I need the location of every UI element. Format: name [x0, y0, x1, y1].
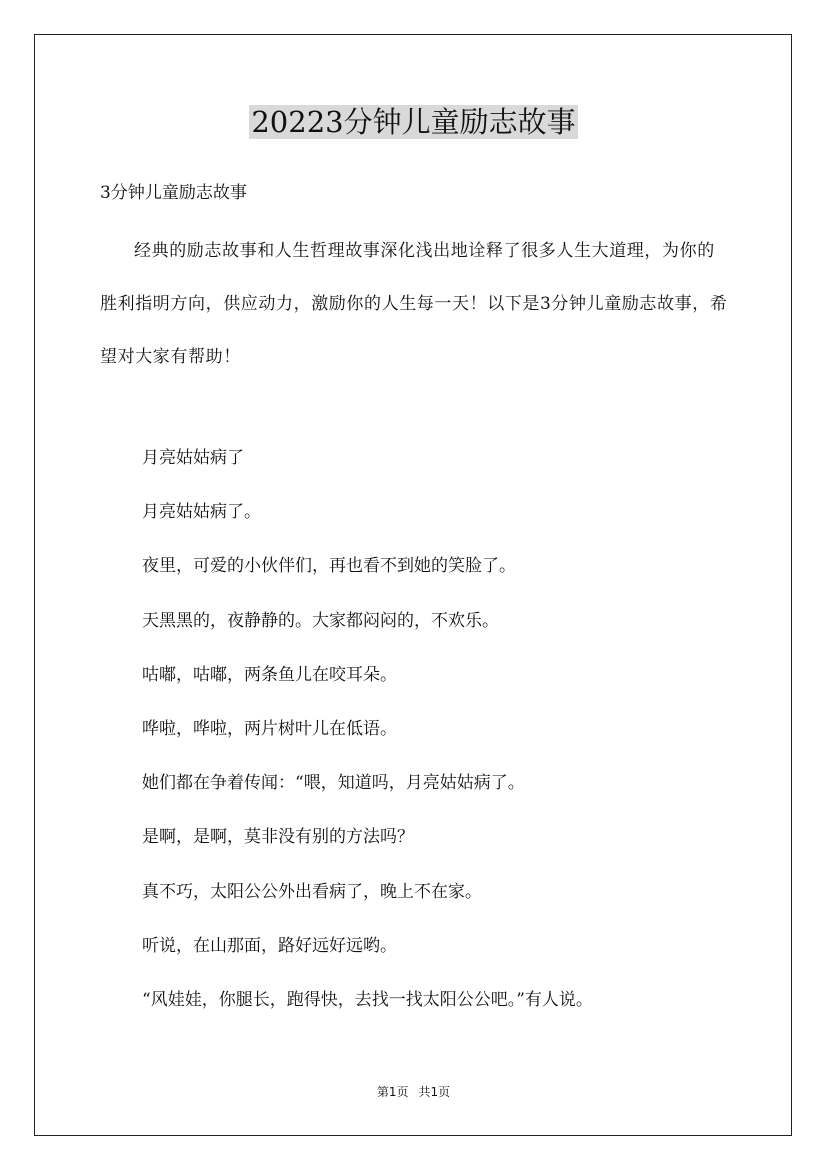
story-line: 月亮姑姑病了。 — [142, 502, 261, 523]
story-line: 哗啦，哗啦，两片树叶儿在低语。 — [142, 718, 397, 739]
page-footer — [0, 1082, 827, 1102]
story-line: 是啊，是啊，莫非没有别的方法吗？ — [142, 827, 414, 848]
document-subtitle: 3分钟儿童励志故事 — [100, 183, 247, 203]
story-line: 听说，在山那面，路好远好远哟。 — [142, 935, 397, 956]
story-line: 她们都在争着传闻：“喂，知道吗，月亮姑姑病了。 — [142, 773, 525, 794]
story-line: “风娃娃，你腿长，跑得快，去找一找太阳公公吧。”有人说。 — [142, 989, 593, 1010]
story-line: 真不巧，太阳公公外出看病了，晚上不在家。 — [142, 881, 482, 902]
page-number: 第1页 — [376, 1085, 409, 1099]
story-lines — [142, 443, 742, 1039]
story-line: 夜里，可爱的小伙伴们，再也看不到她的笑脸了。 — [142, 556, 516, 577]
document-title — [0, 100, 827, 144]
page-total: 共1页 — [418, 1085, 451, 1099]
story-line: 月亮姑姑病了 — [142, 448, 244, 468]
intro-paragraph: 经典的励志故事和人生哲理故事深化浅出地诠释了很多人生大道理，为你的胜利指明方向，供应动力，激励你的人生每一天！以下是3分钟儿童励志故事，希望对大家有帮助！ — [100, 241, 728, 367]
document-title-text: 20223分钟儿童励志故事 — [251, 105, 576, 139]
story-line: 咕嘟，咕嘟，两条鱼儿在咬耳朵。 — [142, 664, 397, 685]
story-line: 天黑黑的，夜静静的。大家都闷闷的，不欢乐。 — [142, 610, 499, 631]
